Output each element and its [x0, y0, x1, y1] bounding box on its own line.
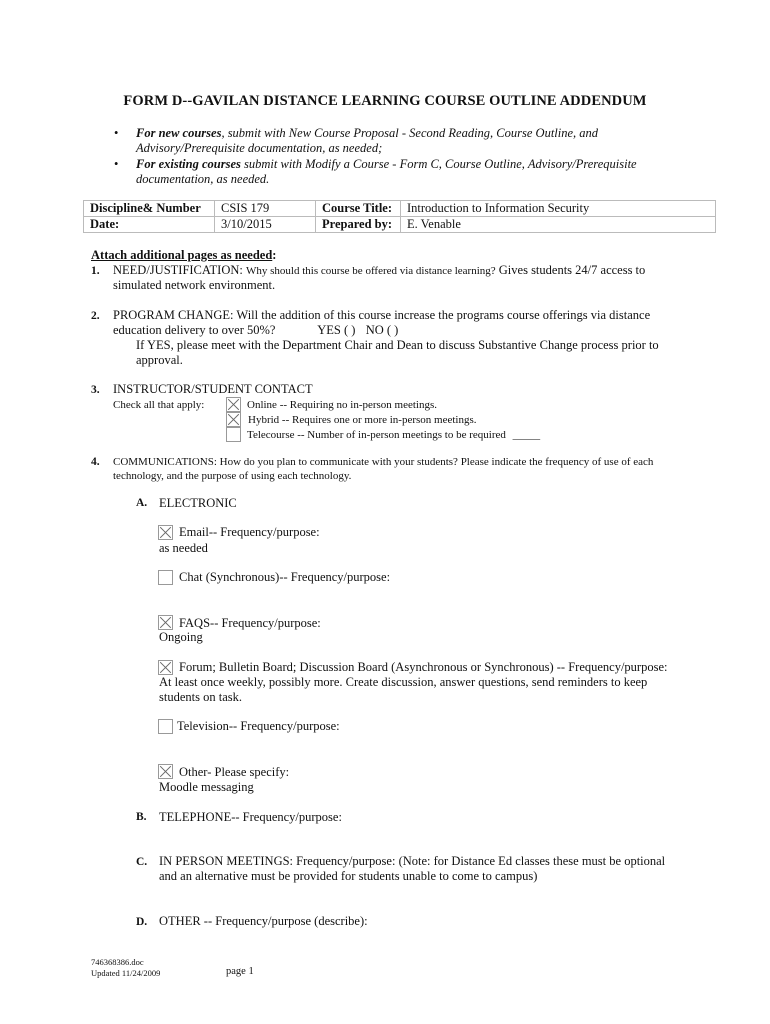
section-d-letter: D. — [136, 916, 148, 928]
course-info-table — [83, 200, 716, 233]
television-label: Television-- Frequency/purpose: — [177, 719, 340, 733]
section-c-line: and an alternative must be provided for students unable to come to campus) — [159, 869, 538, 883]
bullet-text: , submit with New Course Proposal - Second Reading, Course Outline, and — [221, 126, 599, 140]
prepared-by-value[interactable]: E. Venable — [401, 217, 716, 233]
television-checkbox[interactable] — [158, 719, 173, 734]
section-a-label: ELECTRONIC — [159, 496, 237, 510]
bullet-text: Advisory/Prerequisite documentation, as needed; — [136, 141, 383, 155]
q4-question-cont: technology, and the purpose of using each technology. — [113, 470, 352, 482]
course-title-value[interactable]: Introduction to Information Security — [401, 201, 716, 217]
email-label: Email-- Frequency/purpose: — [179, 525, 320, 539]
footer-doc-name: 746368386.doc — [91, 957, 144, 967]
bullet-lead: For new courses — [136, 126, 222, 140]
q1-label: NEED/JUSTIFICATION: — [113, 263, 243, 277]
telecourse-checkbox[interactable] — [226, 427, 241, 442]
bullet-lead: For existing courses — [136, 157, 241, 171]
forum-label: Forum; Bulletin Board; Discussion Board (Asynchronous or Synchronous) -- Frequency/purpose: — [179, 660, 668, 674]
forum-answer-line[interactable]: At least once weekly, possibly more. Create discussion, answer questions, send reminders to keep — [159, 675, 648, 689]
q2-number: 2. — [91, 310, 100, 322]
q3-label: INSTRUCTOR/STUDENT CONTACT — [113, 382, 313, 396]
q1-question: Why should this course be offered via distance learning? — [245, 265, 496, 277]
bullet-new-courses — [114, 126, 696, 156]
hybrid-checkbox[interactable] — [226, 412, 241, 427]
other-answer[interactable]: Moodle messaging — [159, 780, 254, 794]
bullet-dot: • — [114, 157, 119, 171]
q1-answer-cont[interactable]: simulated network environment. — [113, 278, 276, 292]
q4-question: COMMUNICATIONS: How do you plan to communicate with your students? Please indicate the frequency of use of each — [113, 456, 654, 468]
section-d-label: OTHER -- Frequency/purpose (describe): — [159, 914, 368, 928]
email-checkbox[interactable] — [158, 525, 173, 540]
forum-checkbox[interactable] — [158, 660, 173, 675]
q1-number: 1. — [91, 265, 100, 277]
online-checkbox[interactable] — [226, 397, 241, 412]
q2-note — [136, 338, 696, 368]
bullet-existing-courses — [114, 157, 696, 187]
attach-note-text: Attach additional pages as needed — [91, 248, 273, 262]
date-value[interactable]: 3/10/2015 — [215, 217, 316, 233]
q4-number: 4. — [91, 456, 100, 468]
q1-block — [113, 263, 693, 293]
bullet-text: documentation, as needed. — [136, 172, 270, 186]
discipline-value[interactable]: CSIS 179 — [215, 201, 316, 217]
q4-block — [113, 455, 713, 483]
q2-no-option[interactable]: NO ( ) — [365, 323, 399, 337]
email-answer[interactable]: as needed — [159, 541, 208, 555]
form-title: FORM D--GAVILAN DISTANCE LEARNING COURSE OUTLINE ADDENDUM — [123, 93, 647, 109]
q2-note-line: If YES, please meet with the Department Chair and Dean to discuss Substantive Change process prior to — [136, 338, 659, 352]
telecourse-label-text: Telecourse -- Number of in-person meetings to be required — [247, 429, 506, 441]
attach-note: Attach additional pages as needed: — [91, 248, 277, 262]
chat-label: Chat (Synchronous)-- Frequency/purpose: — [179, 570, 391, 584]
section-c-line: IN PERSON MEETINGS: Frequency/purpose: (Note: for Distance Ed classes these must be optional — [159, 854, 666, 868]
forum-answer-line[interactable]: students on task. — [159, 690, 242, 704]
q2-question: PROGRAM CHANGE: Will the addition of this course increase the programs course offerings via distance — [113, 308, 651, 322]
q3-check-label: Check all that apply: — [113, 399, 205, 411]
bullet-dot: • — [114, 126, 119, 140]
discipline-label: Discipline& Number — [84, 201, 215, 217]
faqs-checkbox[interactable] — [158, 615, 173, 630]
online-option-label: Online -- Requiring no in-person meetings. — [247, 399, 438, 411]
q1-answer[interactable]: Gives students 24/7 access to — [498, 263, 646, 277]
telecourse-option-label — [247, 428, 540, 442]
other-checkbox[interactable] — [158, 764, 173, 779]
forum-answer[interactable] — [159, 675, 719, 705]
telecourse-blank[interactable]: _____ — [512, 429, 541, 441]
q2-question-cont: education delivery to over 50%? — [113, 323, 276, 337]
q2-block — [113, 308, 693, 338]
q2-note-line: approval. — [136, 353, 183, 367]
hybrid-option-label: Hybrid -- Requires one or more in-person meetings. — [248, 414, 477, 426]
chat-checkbox[interactable] — [158, 570, 173, 585]
prepared-by-label: Prepared by: — [316, 217, 401, 233]
date-label: Date: — [84, 217, 215, 233]
footer-page-number: page 1 — [226, 966, 254, 977]
faqs-answer[interactable]: Ongoing — [159, 630, 203, 644]
section-b-label: TELEPHONE-- Frequency/purpose: — [159, 810, 342, 824]
footer-updated: Updated 11/24/2009 — [91, 968, 161, 978]
other-label: Other- Please specify: — [179, 765, 290, 779]
q3-number: 3. — [91, 384, 100, 396]
section-c-block — [159, 854, 719, 884]
bullet-text: submit with Modify a Course - Form C, Course Outline, Advisory/Prerequisite — [240, 157, 637, 171]
section-b-letter: B. — [136, 811, 147, 823]
section-a-letter: A. — [136, 497, 148, 509]
q2-yes-option[interactable]: YES ( ) — [317, 323, 356, 337]
course-title-label: Course Title: — [316, 201, 401, 217]
section-c-letter: C. — [136, 856, 148, 868]
faqs-label: FAQS-- Frequency/purpose: — [179, 616, 321, 630]
